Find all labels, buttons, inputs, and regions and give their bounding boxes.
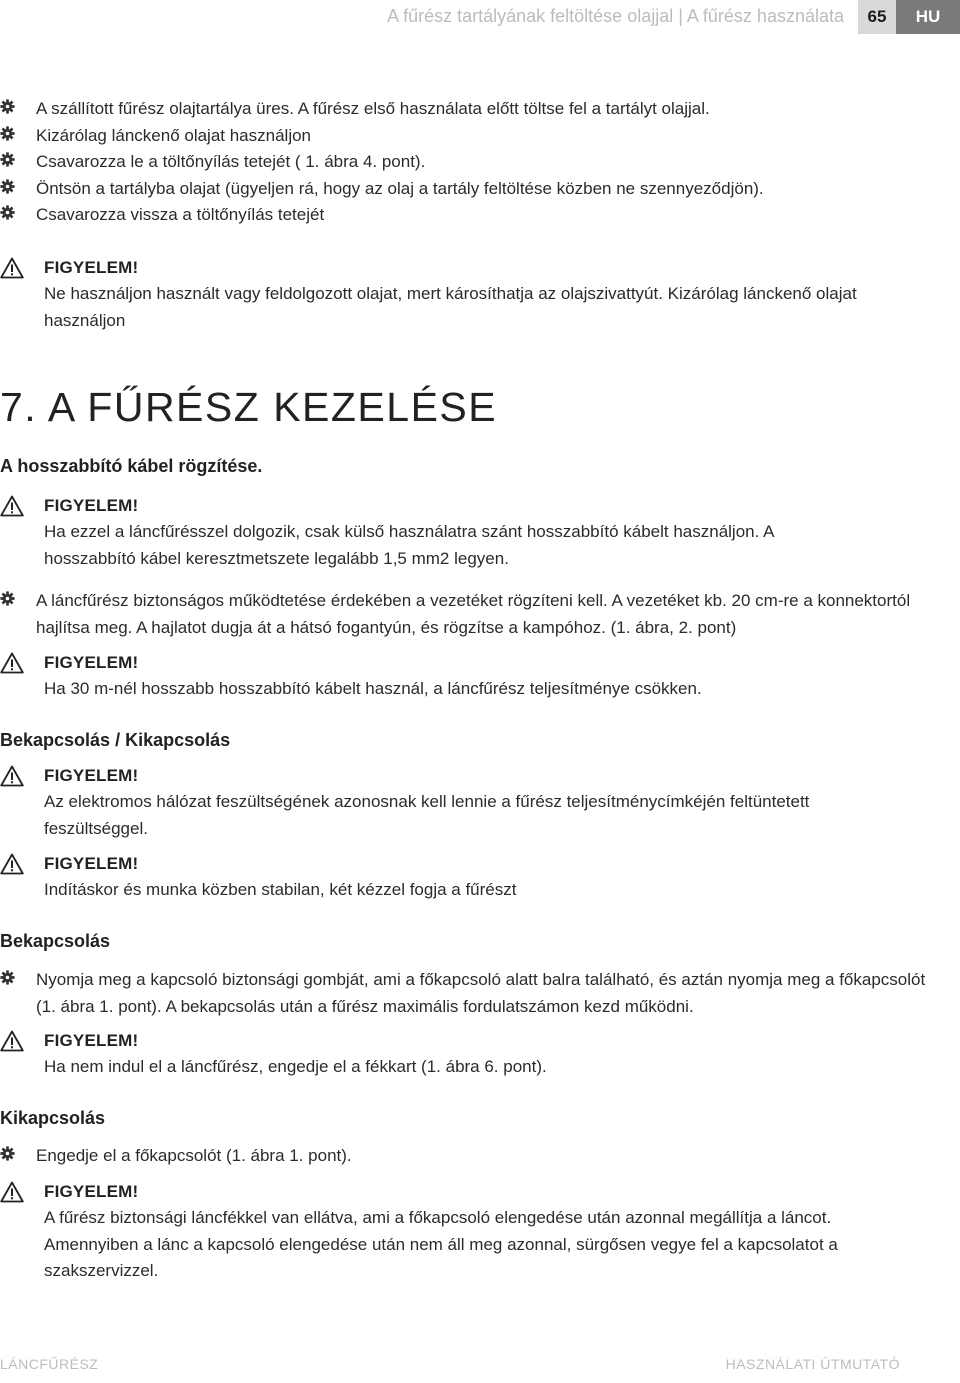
language-badge: HU: [896, 0, 960, 34]
warning-voltage: FIGYELEM! Az elektromos hálózat feszültségének azonosnak kell lennie a fűrész teljesítménycímkéjén feltüntetett feszültséggel.: [0, 763, 930, 842]
warning-triangle-icon: [0, 652, 44, 674]
section-heading-on-off: Bekapcsolás / Kikapcsolás: [0, 730, 231, 750]
switch-off-step: [0, 1143, 930, 1170]
gear-bullet-icon: [0, 202, 36, 220]
list-item: Csavarozza le a töltőnyílás tetejét ( 1. ábra 4. pont).: [0, 149, 930, 176]
warning-extension-length: FIGYELEM! Ha 30 m-nél hosszabb hosszabbító kábelt használ, a láncfűrész teljesítménye csökken.: [0, 650, 930, 703]
list-item: Csavarozza vissza a töltőnyílás tetejét: [0, 202, 930, 229]
gear-bullet-icon: [0, 588, 36, 606]
warning-triangle-icon: [0, 495, 44, 517]
list-item: Kizárólag lánckenő olajat használjon: [0, 123, 930, 150]
list-item: Engedje el a főkapcsolót (1. ábra 1. pont).: [0, 1143, 930, 1170]
header-title: A fűrész tartályának feltöltése olajjal | A fűrész használata: [387, 6, 844, 26]
list-item: Nyomja meg a kapcsoló biztonsági gombját, ami a főkapcsoló alatt balra található, és aztán nyomja meg a főkapcsolót (1. ábra 1. pont). A bekapcsolás után a fűrész maximális fordulatszámon kezd működni.: [0, 967, 930, 1020]
oil-steps-list: [0, 96, 930, 229]
warning-triangle-icon: [0, 1030, 44, 1052]
gear-bullet-icon: [0, 96, 36, 114]
extension-cable-step: [0, 588, 930, 641]
gear-bullet-icon: [0, 1143, 36, 1161]
gear-bullet-icon: [0, 123, 36, 141]
section-heading-on: Bekapcsolás: [0, 931, 111, 951]
page-number: 65: [858, 0, 896, 34]
section-heading-extension-cable: A hosszabbító kábel rögzítése.: [0, 456, 263, 476]
warning-triangle-icon: [0, 257, 44, 279]
list-item: A szállított fűrész olajtartálya üres. A fűrész első használata előtt töltse fel a tartályt olajjal.: [0, 96, 930, 123]
warning-oil: FIGYELEM! Ne használjon használt vagy feldolgozott olajat, mert károsíthatja az olajszivattyút. Kizárólag lánckenő olajat használjon: [0, 255, 930, 334]
warning-no-start: FIGYELEM! Ha nem indul el a láncfűrész, engedje el a fékkart (1. ábra 6. pont).: [0, 1028, 930, 1081]
footer-right: HASZNÁLATI ÚTMUTATÓ: [725, 1356, 900, 1372]
switch-on-step: [0, 967, 930, 1020]
warning-triangle-icon: [0, 1181, 44, 1203]
list-item: A láncfűrész biztonságos működtetése érdekében a vezetéket rögzíteni kell. A vezetéket kb. 20 cm-re a konnektortól hajlítsa meg. A hajlatot dugja át a hátsó fogantyún, és rögzítse a kampóhoz. (1. ábra, 2. pont): [0, 588, 930, 641]
section-heading-off: Kikapcsolás: [0, 1108, 106, 1128]
gear-bullet-icon: [0, 967, 36, 985]
warning-brake: FIGYELEM! A fűrész biztonsági láncfékkel van ellátva, ami a főkapcsoló elengedése után azonnal megállítja a láncot. Amennyiben a lánc a kapcsoló elengedése után nem áll meg azonnal, sürgősen vegye fel a kapcsolatot a szakszervizzel.: [0, 1179, 930, 1285]
warning-grip: FIGYELEM! Indításkor és munka közben stabilan, két kézzel fogja a fűrészt: [0, 851, 930, 904]
gear-bullet-icon: [0, 176, 36, 194]
list-item: Öntsön a tartályba olajat (ügyeljen rá, hogy az olaj a tartály feltöltése közben ne szennyeződjön).: [0, 176, 930, 203]
warning-triangle-icon: [0, 765, 44, 787]
warning-triangle-icon: [0, 853, 44, 875]
warning-extension-outdoor: FIGYELEM! Ha ezzel a láncfűrésszel dolgozik, csak külső használatra szánt hosszabbító kábelt használjon. A hosszabbító kábel keresztmetszete legalább 1,5 mm2 legyen.: [0, 493, 930, 572]
gear-bullet-icon: [0, 149, 36, 167]
chapter-title: 7. A FŰRÉSZ KEZELÉSE: [0, 384, 498, 430]
footer-left: LÁNCFŰRÉSZ: [0, 1356, 99, 1372]
